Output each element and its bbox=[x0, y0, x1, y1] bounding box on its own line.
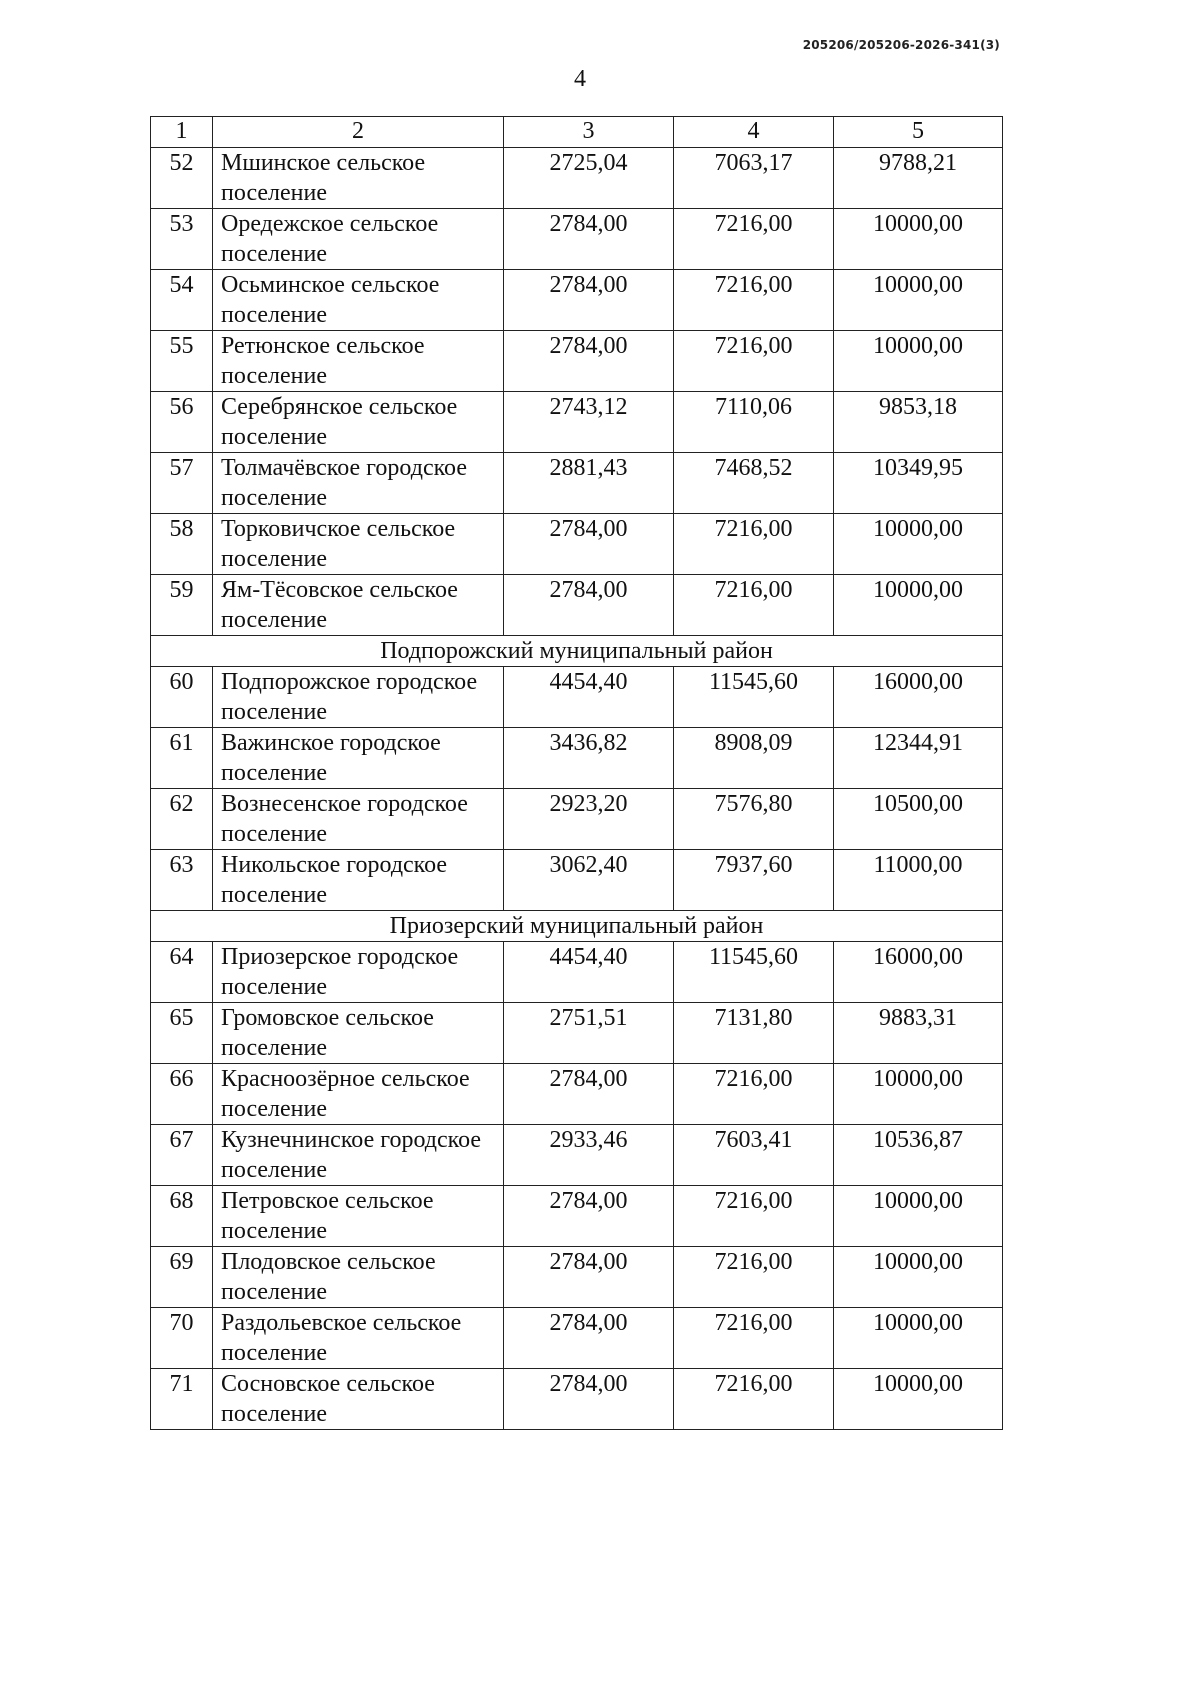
section-row bbox=[151, 636, 1003, 667]
row-number-cell: 67 bbox=[151, 1125, 213, 1186]
column-4-value-cell: 11545,60 bbox=[674, 942, 834, 1003]
row-number-cell: 62 bbox=[151, 789, 213, 850]
settlement-name-cell: Мшинское сельское поселение bbox=[213, 148, 504, 209]
settlement-name-cell: Осьминское сельское поселение bbox=[213, 270, 504, 331]
column-3-value-cell: 2784,00 bbox=[504, 575, 674, 636]
settlement-name-cell: Громовское сельское поселение bbox=[213, 1003, 504, 1064]
row-number-cell: 68 bbox=[151, 1186, 213, 1247]
column-5-value-cell: 9883,31 bbox=[834, 1003, 1003, 1064]
table-row bbox=[151, 667, 1003, 728]
table-row bbox=[151, 148, 1003, 209]
table-row bbox=[151, 1308, 1003, 1369]
column-3-value-cell: 2784,00 bbox=[504, 209, 674, 270]
column-4-value-cell: 8908,09 bbox=[674, 728, 834, 789]
column-3-value-cell: 2743,12 bbox=[504, 392, 674, 453]
row-number-cell: 66 bbox=[151, 1064, 213, 1125]
table-row bbox=[151, 850, 1003, 911]
column-5-value-cell: 10000,00 bbox=[834, 209, 1003, 270]
column-5-value-cell: 10000,00 bbox=[834, 575, 1003, 636]
column-4-value-cell: 7216,00 bbox=[674, 1247, 834, 1308]
settlement-name-cell: Толмачёвское городское поселение bbox=[213, 453, 504, 514]
settlement-name-cell: Никольское городское поселение bbox=[213, 850, 504, 911]
column-3-value-cell: 2784,00 bbox=[504, 331, 674, 392]
settlement-name-cell: Плодовское сельское поселение bbox=[213, 1247, 504, 1308]
row-number-cell: 52 bbox=[151, 148, 213, 209]
column-3-value-cell: 2784,00 bbox=[504, 1064, 674, 1125]
column-4-value-cell: 7216,00 bbox=[674, 1064, 834, 1125]
column-4-value-cell: 7576,80 bbox=[674, 789, 834, 850]
column-4-value-cell: 7216,00 bbox=[674, 270, 834, 331]
table-row bbox=[151, 392, 1003, 453]
column-5-value-cell: 10500,00 bbox=[834, 789, 1003, 850]
column-3-value-cell: 2751,51 bbox=[504, 1003, 674, 1064]
row-number-cell: 53 bbox=[151, 209, 213, 270]
table-row bbox=[151, 1064, 1003, 1125]
row-number-cell: 63 bbox=[151, 850, 213, 911]
section-title: Приозерский муниципальный район bbox=[151, 911, 1003, 942]
column-3-value-cell: 4454,40 bbox=[504, 942, 674, 1003]
column-3-value-cell: 2784,00 bbox=[504, 270, 674, 331]
column-3-value-cell: 2933,46 bbox=[504, 1125, 674, 1186]
table-row bbox=[151, 1247, 1003, 1308]
column-5-value-cell: 16000,00 bbox=[834, 667, 1003, 728]
table-row bbox=[151, 728, 1003, 789]
column-5-value-cell: 10000,00 bbox=[834, 514, 1003, 575]
row-number-cell: 54 bbox=[151, 270, 213, 331]
column-header: 4 bbox=[674, 117, 834, 148]
column-3-value-cell: 2725,04 bbox=[504, 148, 674, 209]
settlement-name-cell: Раздольевское сельское поселение bbox=[213, 1308, 504, 1369]
column-4-value-cell: 7468,52 bbox=[674, 453, 834, 514]
column-5-value-cell: 9788,21 bbox=[834, 148, 1003, 209]
row-number-cell: 59 bbox=[151, 575, 213, 636]
settlement-name-cell: Красноозёрное сельское поселение bbox=[213, 1064, 504, 1125]
settlement-name-cell: Важинское городское поселение bbox=[213, 728, 504, 789]
column-5-value-cell: 11000,00 bbox=[834, 850, 1003, 911]
table-row bbox=[151, 575, 1003, 636]
column-4-value-cell: 7937,60 bbox=[674, 850, 834, 911]
column-3-value-cell: 3436,82 bbox=[504, 728, 674, 789]
row-number-cell: 60 bbox=[151, 667, 213, 728]
column-3-value-cell: 2784,00 bbox=[504, 1247, 674, 1308]
column-5-value-cell: 16000,00 bbox=[834, 942, 1003, 1003]
data-table bbox=[150, 116, 1003, 1430]
column-3-value-cell: 2784,00 bbox=[504, 1369, 674, 1430]
column-5-value-cell: 10000,00 bbox=[834, 1186, 1003, 1247]
column-4-value-cell: 7603,41 bbox=[674, 1125, 834, 1186]
column-5-value-cell: 10000,00 bbox=[834, 1064, 1003, 1125]
row-number-cell: 65 bbox=[151, 1003, 213, 1064]
column-3-value-cell: 2784,00 bbox=[504, 1186, 674, 1247]
row-number-cell: 55 bbox=[151, 331, 213, 392]
row-number-cell: 69 bbox=[151, 1247, 213, 1308]
settlement-name-cell: Серебрянское сельское поселение bbox=[213, 392, 504, 453]
column-5-value-cell: 10000,00 bbox=[834, 331, 1003, 392]
column-5-value-cell: 10000,00 bbox=[834, 270, 1003, 331]
document-id: 205206/205206-2026-341(3) bbox=[802, 38, 1000, 52]
settlement-name-cell: Подпорожское городское поселение bbox=[213, 667, 504, 728]
table-row bbox=[151, 942, 1003, 1003]
column-5-value-cell: 12344,91 bbox=[834, 728, 1003, 789]
column-5-value-cell: 10000,00 bbox=[834, 1369, 1003, 1430]
settlement-name-cell: Торковичское сельское поселение bbox=[213, 514, 504, 575]
column-4-value-cell: 7216,00 bbox=[674, 1369, 834, 1430]
column-4-value-cell: 11545,60 bbox=[674, 667, 834, 728]
column-5-value-cell: 10000,00 bbox=[834, 1247, 1003, 1308]
column-4-value-cell: 7216,00 bbox=[674, 1308, 834, 1369]
column-4-value-cell: 7063,17 bbox=[674, 148, 834, 209]
table-row bbox=[151, 1125, 1003, 1186]
column-3-value-cell: 2784,00 bbox=[504, 1308, 674, 1369]
column-header: 5 bbox=[834, 117, 1003, 148]
row-number-cell: 70 bbox=[151, 1308, 213, 1369]
row-number-cell: 57 bbox=[151, 453, 213, 514]
settlement-name-cell: Кузнечнинское городское поселение bbox=[213, 1125, 504, 1186]
column-3-value-cell: 4454,40 bbox=[504, 667, 674, 728]
column-5-value-cell: 10000,00 bbox=[834, 1308, 1003, 1369]
column-5-value-cell: 9853,18 bbox=[834, 392, 1003, 453]
settlement-name-cell: Оредежское сельское поселение bbox=[213, 209, 504, 270]
row-number-cell: 61 bbox=[151, 728, 213, 789]
table-row bbox=[151, 1186, 1003, 1247]
table-header-row bbox=[151, 117, 1003, 148]
table-row bbox=[151, 209, 1003, 270]
column-4-value-cell: 7110,06 bbox=[674, 392, 834, 453]
settlement-name-cell: Ям-Тёсовское сельское поселение bbox=[213, 575, 504, 636]
row-number-cell: 64 bbox=[151, 942, 213, 1003]
table-row bbox=[151, 331, 1003, 392]
column-header: 3 bbox=[504, 117, 674, 148]
column-4-value-cell: 7131,80 bbox=[674, 1003, 834, 1064]
column-3-value-cell: 2923,20 bbox=[504, 789, 674, 850]
column-3-value-cell: 2784,00 bbox=[504, 514, 674, 575]
table-row bbox=[151, 514, 1003, 575]
column-3-value-cell: 2881,43 bbox=[504, 453, 674, 514]
section-row bbox=[151, 911, 1003, 942]
column-4-value-cell: 7216,00 bbox=[674, 209, 834, 270]
table-row bbox=[151, 453, 1003, 514]
table-row bbox=[151, 270, 1003, 331]
column-4-value-cell: 7216,00 bbox=[674, 331, 834, 392]
settlement-name-cell: Приозерское городское поселение bbox=[213, 942, 504, 1003]
row-number-cell: 71 bbox=[151, 1369, 213, 1430]
column-5-value-cell: 10536,87 bbox=[834, 1125, 1003, 1186]
row-number-cell: 56 bbox=[151, 392, 213, 453]
table-row bbox=[151, 789, 1003, 850]
column-5-value-cell: 10349,95 bbox=[834, 453, 1003, 514]
table-row bbox=[151, 1369, 1003, 1430]
column-4-value-cell: 7216,00 bbox=[674, 514, 834, 575]
column-header: 2 bbox=[213, 117, 504, 148]
row-number-cell: 58 bbox=[151, 514, 213, 575]
settlement-name-cell: Ретюнское сельское поселение bbox=[213, 331, 504, 392]
settlement-name-cell: Вознесенское городское поселение bbox=[213, 789, 504, 850]
column-4-value-cell: 7216,00 bbox=[674, 1186, 834, 1247]
section-title: Подпорожский муниципальный район bbox=[151, 636, 1003, 667]
table-row bbox=[151, 1003, 1003, 1064]
settlement-name-cell: Сосновское сельское поселение bbox=[213, 1369, 504, 1430]
page-number: 4 bbox=[574, 66, 586, 92]
column-4-value-cell: 7216,00 bbox=[674, 575, 834, 636]
column-header: 1 bbox=[151, 117, 213, 148]
settlement-name-cell: Петровское сельское поселение bbox=[213, 1186, 504, 1247]
column-3-value-cell: 3062,40 bbox=[504, 850, 674, 911]
